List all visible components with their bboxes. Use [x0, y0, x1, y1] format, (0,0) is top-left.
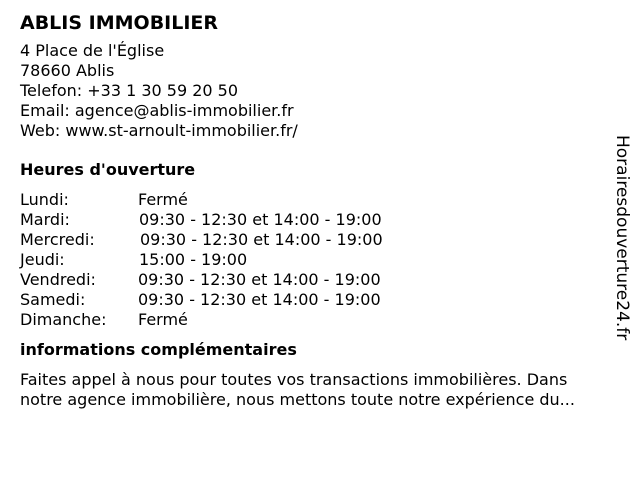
day-hours: Fermé — [138, 190, 188, 209]
description-line: notre agence immobilière, nous mettons toute notre expérience du... — [20, 390, 575, 409]
watermark-text: Horairesdouverture24.fr — [612, 135, 632, 341]
address-city: 78660 Ablis — [20, 61, 115, 80]
day-label: Samedi: — [20, 290, 86, 309]
day-hours: 15:00 - 19:00 — [139, 250, 248, 269]
day-hours: 09:30 - 12:30 et 14:00 - 19:00 — [140, 230, 383, 249]
hours-row-saturday — [20, 290, 620, 310]
hours-row-tuesday — [20, 210, 620, 230]
opening-hours-heading: Heures d'ouverture — [20, 160, 196, 179]
hours-row-friday — [20, 270, 620, 290]
hours-row-thursday — [20, 250, 620, 270]
business-name: ABLIS IMMOBILIER — [20, 12, 219, 34]
day-label: Mercredi: — [20, 230, 95, 249]
day-hours: Fermé — [138, 310, 188, 329]
additional-info-text — [20, 370, 620, 410]
address-street: 4 Place de l'Église — [20, 41, 165, 60]
business-card — [20, 10, 620, 410]
description-line: Faites appel à nous pour toutes vos transactions immobilières. Dans — [20, 370, 568, 389]
email-address: Email: agence@ablis-immobilier.fr — [20, 101, 294, 120]
day-label: Lundi: — [20, 190, 69, 209]
day-label: Mardi: — [20, 210, 70, 229]
hours-row-sunday — [20, 310, 620, 330]
day-hours: 09:30 - 12:30 et 14:00 - 19:00 — [138, 270, 381, 289]
day-label: Dimanche: — [20, 310, 107, 329]
opening-hours-table — [20, 190, 620, 330]
website-url: Web: www.st-arnoult-immobilier.fr/ — [20, 121, 298, 140]
day-hours: 09:30 - 12:30 et 14:00 - 19:00 — [138, 290, 381, 309]
phone-number: Telefon: +33 1 30 59 20 50 — [20, 81, 239, 100]
day-label: Jeudi: — [20, 250, 65, 269]
hours-row-monday — [20, 190, 620, 210]
day-hours: 09:30 - 12:30 et 14:00 - 19:00 — [139, 210, 382, 229]
day-label: Vendredi: — [20, 270, 96, 289]
vertical-watermark — [612, 135, 632, 345]
additional-info-heading: informations complémentaires — [20, 340, 297, 359]
hours-row-wednesday — [20, 230, 620, 250]
